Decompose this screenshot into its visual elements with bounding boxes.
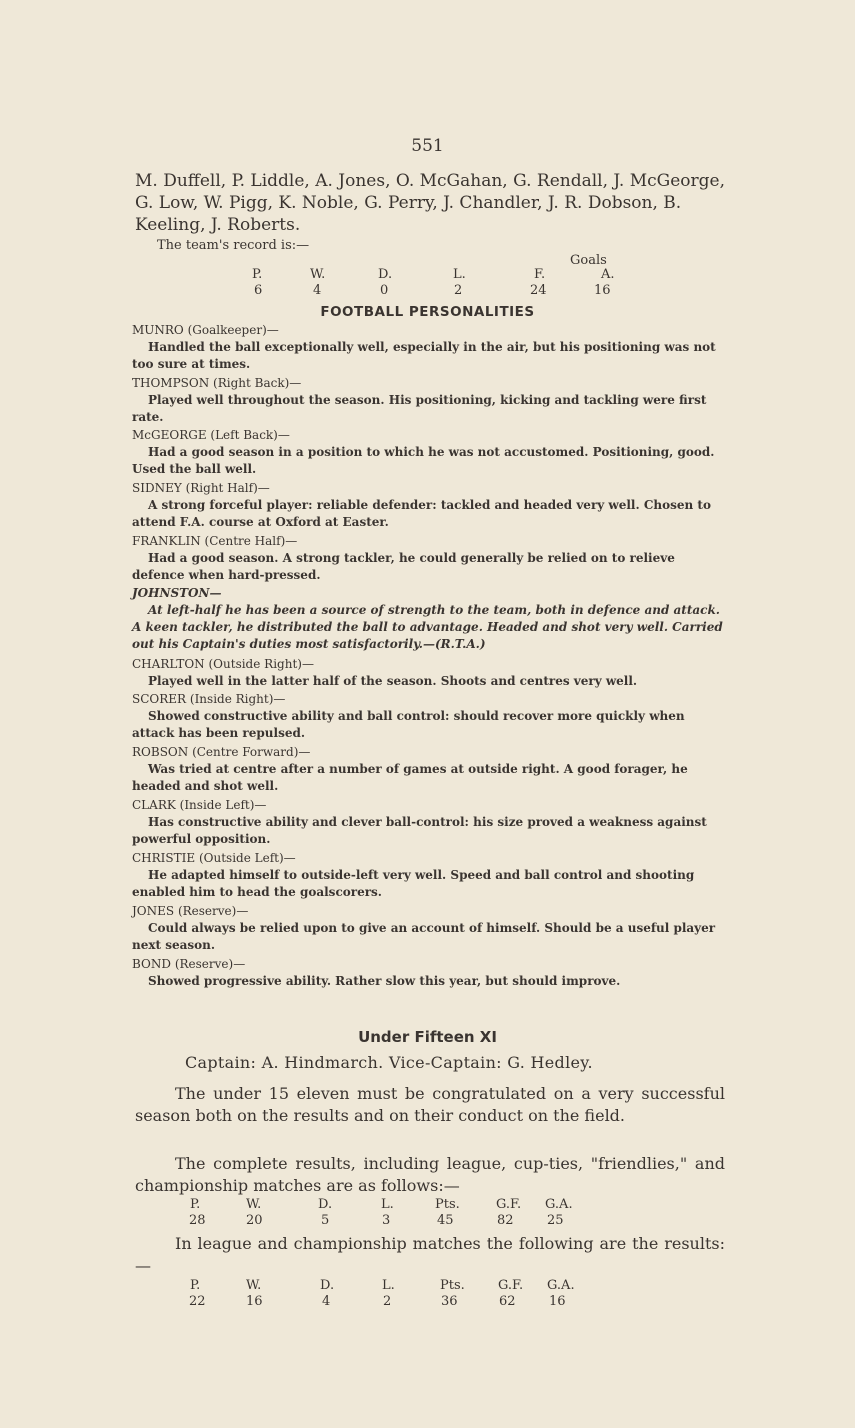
personality-entry [132,903,728,954]
personality-head: McGEORGE (Left Back)— [132,428,290,442]
paragraph-text: In league and championship matches the following are the results:— [135,1234,725,1275]
record2-value: 5 [321,1213,330,1228]
record3-header: Pts. [440,1278,465,1293]
personality-head: THOMPSON (Right Back)— [132,376,302,390]
personality-text: A strong forceful player: reliable defender: tackled and headed very well. Chosen to attend F.A. course at Oxford at Easter. [132,498,711,529]
record3-value: 2 [383,1294,392,1309]
paragraph-text: The under 15 eleven must be congratulated on a very successful season both on the results and on their conduct on the field. [135,1084,725,1125]
personality-text: Had a good season in a position to which he was not accustomed. Positioning, good. Used the ball well. [132,445,715,476]
personality-head: SCORER (Inside Right)— [132,692,286,706]
personality-head: MUNRO (Goalkeeper)— [132,323,279,337]
under-fifteen-title: Under Fifteen XI [358,1028,497,1046]
personality-text: Had a good season. A strong tackler, he could generally be relied on to relieve defence when hard-pressed. [132,551,675,582]
personality-entry [132,427,728,478]
personality-text: Showed constructive ability and ball control: should recover more quickly when attack has been repulsed. [132,709,685,740]
record3-header: L. [382,1278,395,1293]
personality-entry [132,656,728,690]
record3-value: 4 [322,1294,331,1309]
personality-entry [132,375,728,426]
section-title: FOOTBALL PERSONALITIES [320,304,535,320]
personality-text: Played well in the latter half of the season. Shoots and centres very well. [148,674,638,688]
record2-header: Pts. [435,1197,460,1212]
record2-value: 28 [189,1213,206,1228]
personality-text: Has constructive ability and clever ball-control: his size proved a weakness against powerful opposition. [132,815,707,846]
paragraph-league-results [135,1233,725,1277]
personality-entry [132,744,728,795]
personality-text: Played well throughout the season. His positioning, kicking and tackling were first rate. [132,393,707,424]
personality-head: FRANKLIN (Centre Half)— [132,534,298,548]
personality-entry [132,797,728,848]
record1-header: P. [252,267,263,282]
record3-header: G.F. [498,1278,524,1293]
record3-value: 62 [499,1294,516,1309]
goals-label: Goals [570,253,607,268]
record3-header: G.A. [547,1278,575,1293]
personality-entry [132,850,728,901]
team-record-intro: The team's record is:— [157,238,310,253]
record1-value: 0 [380,283,389,298]
record1-header: L. [453,267,466,282]
personality-text: Could always be relied upon to give an account of himself. Should be a useful player next season. [132,921,716,952]
record2-header: G.F. [496,1197,522,1212]
page-number: 551 [411,136,444,156]
record3-header: D. [320,1278,335,1293]
paragraph-text: The complete results, including league, cup-ties, "friendlies," and championship matches are as follows:— [135,1154,725,1195]
personality-text: Was tried at centre after a number of games at outside right. A good forager, he headed and shot well. [132,762,688,793]
personality-text: He adapted himself to outside-left very well. Speed and ball control and shooting enabled him to head the goalscorers. [132,868,695,899]
record1-header: D. [378,267,393,282]
record1-header: W. [310,267,326,282]
personality-head: BOND (Reserve)— [132,957,246,971]
personality-head: CHARLTON (Outside Right)— [132,657,314,671]
record3-value: 16 [246,1294,263,1309]
record1-header: F. [534,267,546,282]
record2-value: 82 [497,1213,514,1228]
record1-value: 6 [254,283,263,298]
record2-header: G.A. [545,1197,573,1212]
paragraph-complete-results [135,1153,725,1197]
record2-value: 3 [382,1213,391,1228]
record1-value: 16 [594,283,611,298]
record2-value: 45 [437,1213,454,1228]
personality-head: CLARK (Inside Left)— [132,798,267,812]
record3-value: 36 [441,1294,458,1309]
record3-value: 16 [549,1294,566,1309]
personality-entry [132,533,728,584]
record2-value: 25 [547,1213,564,1228]
record2-header: L. [381,1197,394,1212]
record1-value: 24 [530,283,547,298]
personality-head: JONES (Reserve)— [132,904,249,918]
record2-header: W. [246,1197,262,1212]
personality-entry [132,691,728,742]
personality-text: At left-half he has been a source of strength to the team, both in defence and attack. A keen tackler, he distributed the ball to advantage. Headed and shot very well. Carried out his Captain's duties most satisfactorily.—(R.T.A.) [132,603,723,651]
record1-header: A. [601,267,615,282]
personality-head: JOHNSTON— [132,586,222,600]
record3-header: W. [246,1278,262,1293]
record2-value: 20 [246,1213,263,1228]
record3-value: 22 [189,1294,206,1309]
personality-entry [132,322,728,373]
record3-header: P. [190,1278,201,1293]
personality-entry [132,956,728,990]
names-paragraph: M. Duffell, P. Liddle, A. Jones, O. McGahan, G. Rendall, J. McGeorge, G. Low, W. Pigg, K. Noble, G. Perry, J. Chandler, J. R. Dobson, B. Keeling, J. Roberts. [135,171,725,235]
personality-entry [132,585,728,653]
record1-value: 2 [454,283,463,298]
record2-header: D. [318,1197,333,1212]
record1-value: 4 [313,283,322,298]
personality-head: CHRISTIE (Outside Left)— [132,851,296,865]
personality-head: ROBSON (Centre Forward)— [132,745,311,759]
personality-entry [132,480,728,531]
personality-head: SIDNEY (Right Half)— [132,481,270,495]
record2-header: P. [190,1197,201,1212]
personality-text: Handled the ball exceptionally well, especially in the air, but his positioning was not too sure at times. [132,340,716,371]
paragraph-congratulations [135,1083,725,1127]
captains-line: Captain: A. Hindmarch. Vice-Captain: G. Hedley. [185,1053,593,1072]
personality-text: Showed progressive ability. Rather slow this year, but should improve. [148,974,621,988]
